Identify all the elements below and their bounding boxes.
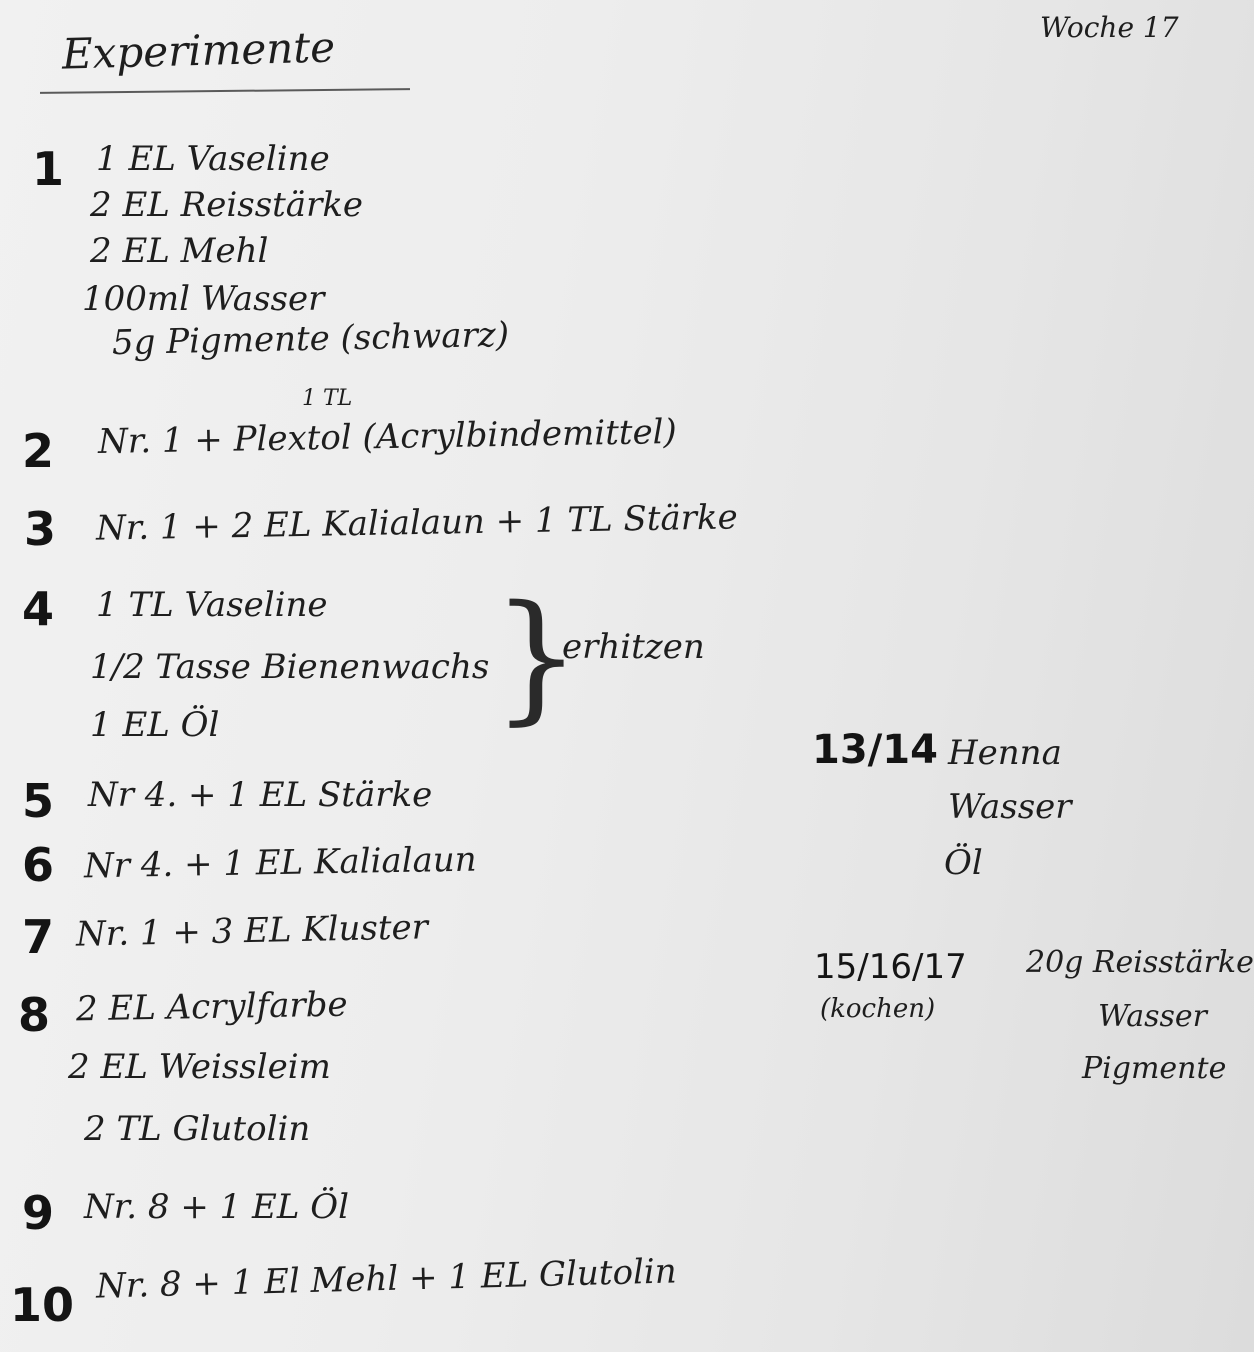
experiment-10-number: 10 <box>10 1278 75 1332</box>
experiment-1-line-2: 2 EL Reisstärke <box>90 185 364 225</box>
experiment-8-line-2: 2 EL Weissleim <box>68 1047 331 1087</box>
page-title: Experimente <box>61 22 336 79</box>
curly-brace-icon: } <box>492 576 582 739</box>
experiment-3-text: Nr. 1 + 2 EL Kalialaun + 1 TL Stärke <box>95 497 739 549</box>
experiment-7-number: 7 <box>22 910 55 964</box>
experiment-1-number: 1 <box>32 142 65 196</box>
experiment-4-line-1: 1 TL Vaseline <box>96 585 328 625</box>
experiment-8-number: 8 <box>18 988 51 1042</box>
experiment-6-number: 6 <box>22 838 55 892</box>
experiment-10-text: Nr. 8 + 1 El Mehl + 1 EL Glutolin <box>95 1251 678 1307</box>
title-underline <box>40 88 410 94</box>
experiment-8-line-1: 2 EL Acrylfarbe <box>75 984 348 1030</box>
experiment-4-brace-note: erhitzen <box>562 627 705 667</box>
experiment-4-line-3: 1 EL Öl <box>90 705 220 745</box>
experiment-2-note: 1 TL <box>302 386 353 411</box>
experiment-7-text: Nr. 1 + 3 EL Kluster <box>75 907 429 955</box>
experiment-2-number: 2 <box>22 424 55 478</box>
experiment-13-14-number: 13/14 <box>812 727 938 773</box>
experiment-1-line-4: 100ml Wasser <box>82 279 325 319</box>
experiment-5-number: 5 <box>22 774 55 828</box>
week-label: Woche 17 <box>1040 11 1179 44</box>
experiment-1-line-5: 5g Pigmente (schwarz) <box>111 314 510 364</box>
experiment-6-text: Nr 4. + 1 EL Kalialaun <box>83 839 477 887</box>
experiment-15-16-17-line-1: 20g Reisstärke <box>1026 945 1254 980</box>
experiment-3-number: 3 <box>24 502 57 556</box>
experiment-13-14-line-3: Öl <box>944 843 983 883</box>
experiment-15-16-17-sub: (kochen) <box>820 994 936 1024</box>
experiment-4-line-2: 1/2 Tasse Bienenwachs <box>90 647 490 687</box>
experiment-13-14-line-1: Henna <box>948 733 1062 773</box>
experiment-9-text: Nr. 8 + 1 EL Öl <box>84 1187 350 1227</box>
experiment-1-line-3: 2 EL Mehl <box>90 231 269 271</box>
experiment-15-16-17-number: 15/16/17 <box>814 947 967 987</box>
experiment-2-text: Nr. 1 + Plextol (Acrylbindemittel) <box>97 411 678 463</box>
experiment-9-number: 9 <box>22 1186 55 1240</box>
experiment-1-line-1: 1 EL Vaseline <box>96 139 330 179</box>
experiment-5-text: Nr 4. + 1 EL Stärke <box>88 775 433 815</box>
experiment-8-line-3: 2 TL Glutolin <box>84 1109 311 1149</box>
experiment-4-number: 4 <box>22 582 55 636</box>
experiment-15-16-17-line-3: Pigmente <box>1082 1051 1227 1086</box>
experiment-15-16-17-line-2: Wasser <box>1098 999 1207 1034</box>
experiment-13-14-line-2: Wasser <box>948 787 1072 827</box>
